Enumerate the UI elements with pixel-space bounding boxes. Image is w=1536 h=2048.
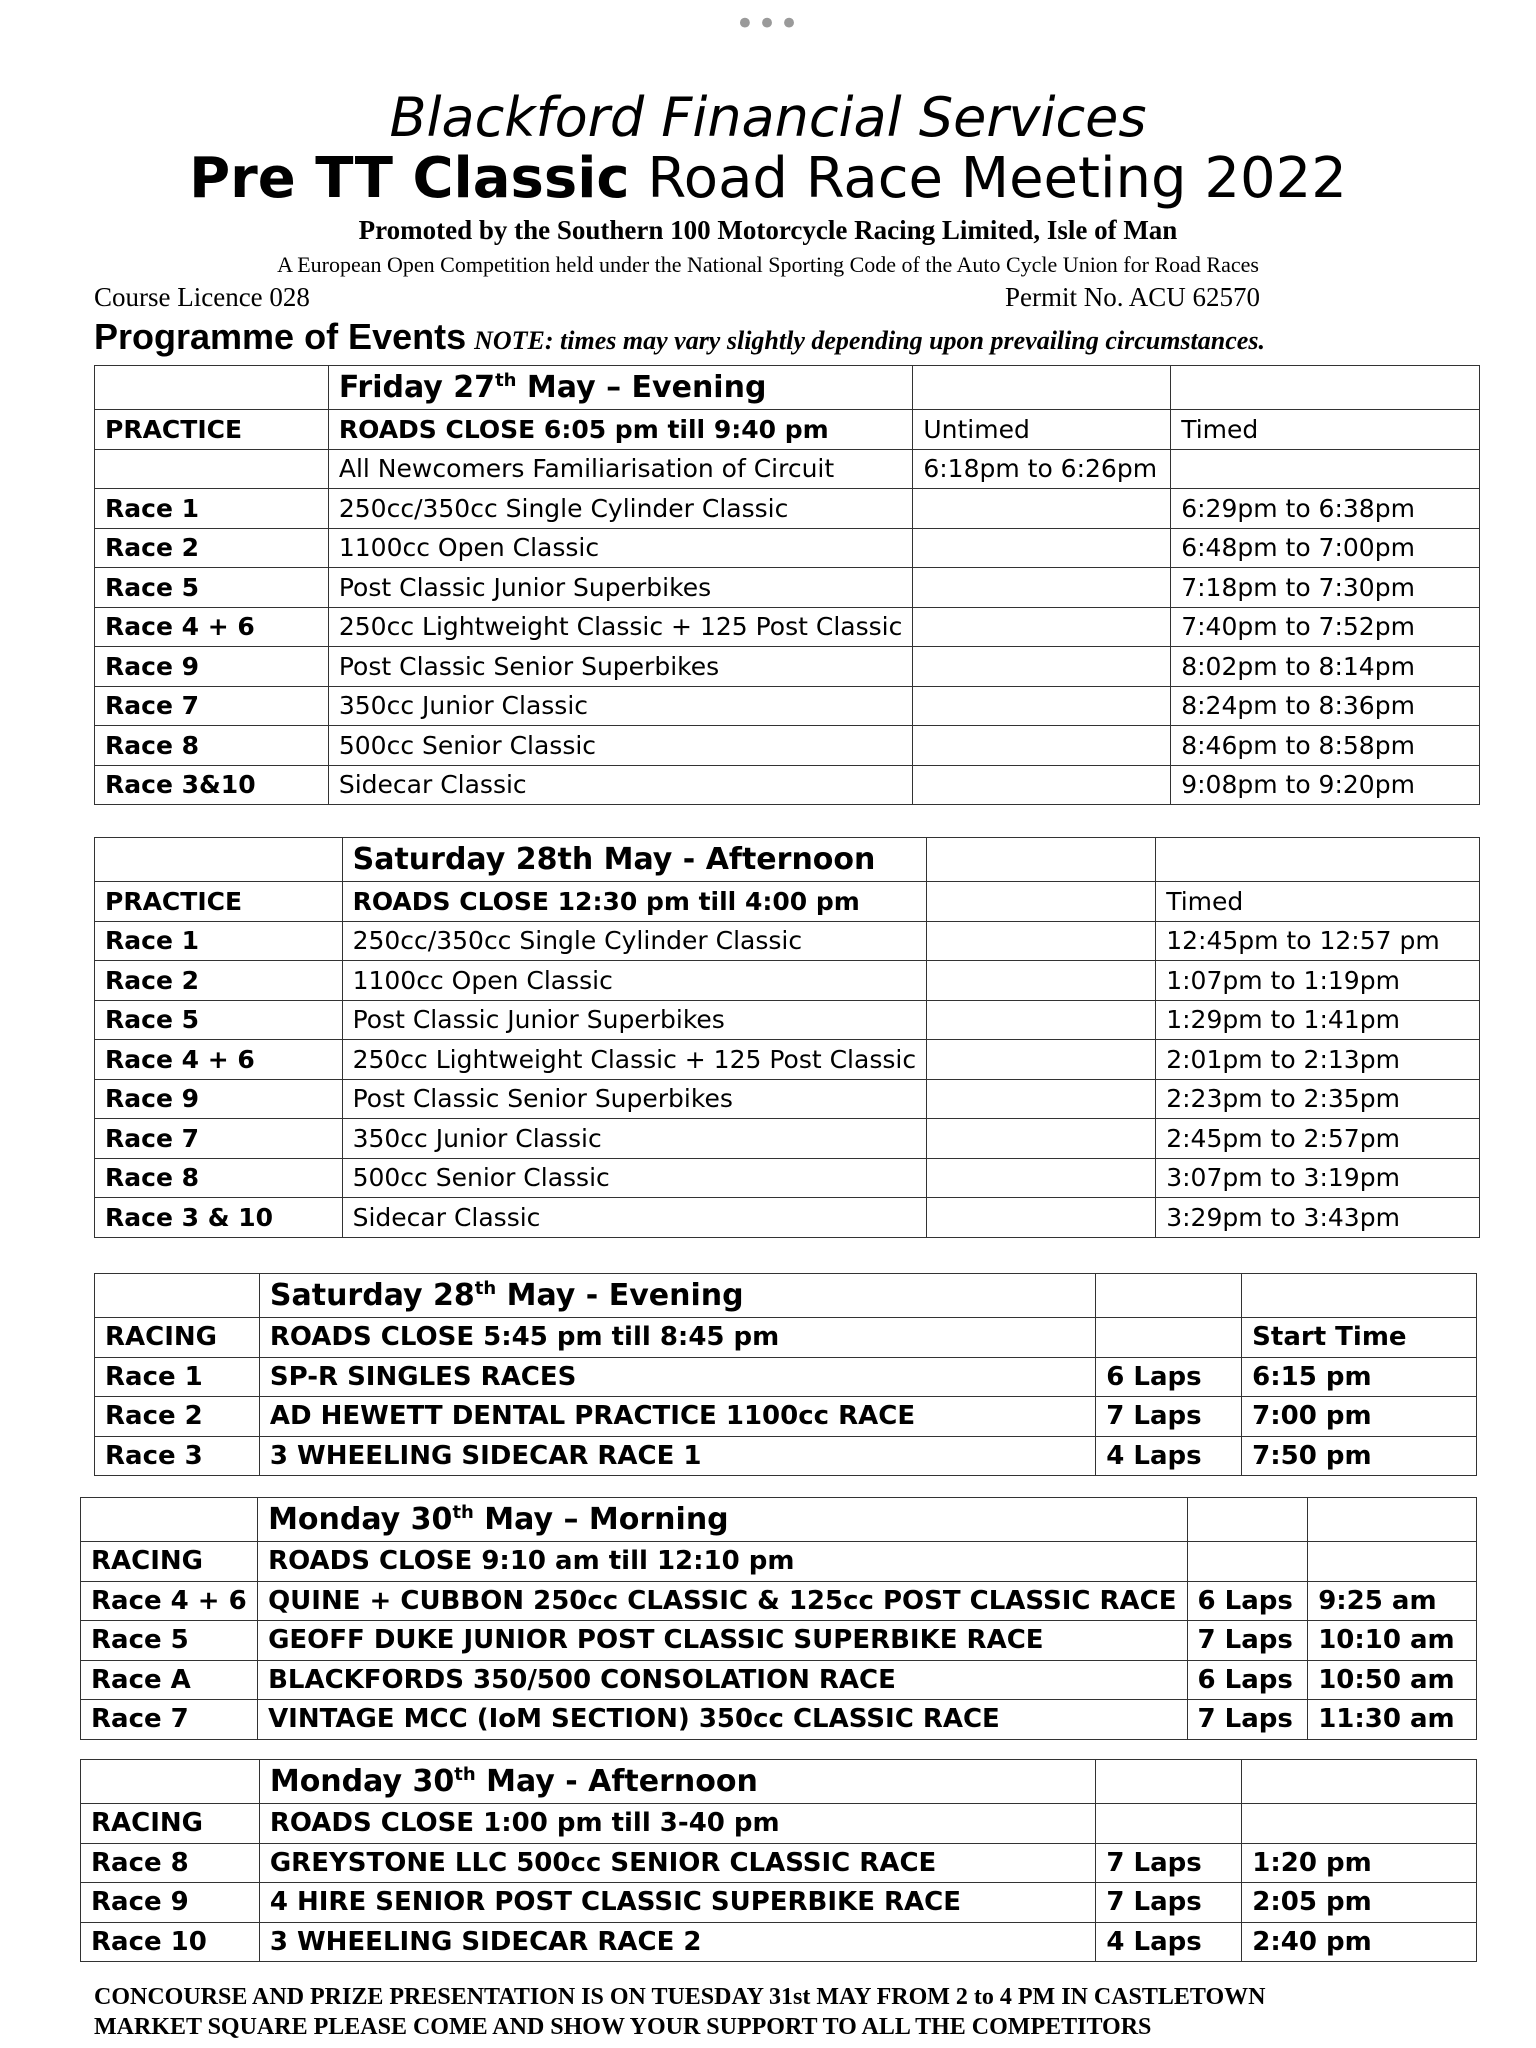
more-dots-icon[interactable]: ••• [734, 4, 802, 44]
race-start: 7:00 pm [1242, 1397, 1477, 1437]
table-row [95, 1357, 1477, 1397]
race-class: Sidecar Classic [342, 1198, 926, 1238]
race-number: Race 2 [95, 1397, 260, 1437]
race-class: 500cc Senior Classic [328, 726, 912, 766]
race-name: VINTAGE MCC (IoM SECTION) 350cc CLASSIC RACE [258, 1700, 1187, 1740]
table-row [95, 489, 1480, 529]
race-laps: 7 Laps [1096, 1883, 1242, 1923]
race-time: 3:29pm to 3:43pm [1156, 1198, 1480, 1238]
race-class: 350cc Junior Classic [342, 1119, 926, 1159]
race-number: Race 1 [95, 1357, 260, 1397]
race-laps: 4 Laps [1096, 1436, 1242, 1476]
table-row [95, 528, 1480, 568]
race-laps: 7 Laps [1096, 1843, 1242, 1883]
untimed-label: Untimed [913, 410, 1171, 450]
race-class: 350cc Junior Classic [328, 686, 912, 726]
friday-schedule-table [94, 365, 1480, 805]
race-class: 500cc Senior Classic [342, 1158, 926, 1198]
practice-label: PRACTICE [95, 882, 343, 922]
race-number: Race 3 [95, 1436, 260, 1476]
race-class: 1100cc Open Classic [342, 961, 926, 1001]
race-number: Race 10 [81, 1922, 260, 1962]
footer-notice [94, 1982, 1266, 2042]
table-row [95, 1198, 1480, 1238]
race-time: 7:18pm to 7:30pm [1171, 568, 1480, 608]
race-number: Race 7 [95, 1119, 343, 1159]
racing-label: RACING [95, 1318, 260, 1358]
race-start: 10:50 am [1308, 1660, 1477, 1700]
race-time: 3:07pm to 3:19pm [1156, 1158, 1480, 1198]
race-name: AD HEWETT DENTAL PRACTICE 1100cc RACE [259, 1397, 1095, 1437]
race-number: Race 8 [95, 1158, 343, 1198]
race-class: Sidecar Classic [328, 765, 912, 805]
race-start: 7:50 pm [1242, 1436, 1477, 1476]
roads-close: ROADS CLOSE 6:05 pm till 9:40 pm [328, 410, 912, 450]
programme-title: Programme of Events [94, 316, 467, 357]
race-class: Post Classic Senior Superbikes [328, 647, 912, 687]
race-time: 12:45pm to 12:57 pm [1156, 921, 1480, 961]
race-class: 250cc Lightweight Classic + 125 Post Classic [328, 607, 912, 647]
race-number: Race 4 + 6 [81, 1581, 258, 1621]
race-laps: 7 Laps [1187, 1621, 1308, 1661]
event-title-rest: Road Race Meeting 2022 [647, 146, 1347, 211]
race-laps: 6 Laps [1187, 1660, 1308, 1700]
race-class: Post Classic Junior Superbikes [328, 568, 912, 608]
race-time: 1:29pm to 1:41pm [1156, 1000, 1480, 1040]
racing-label: RACING [81, 1804, 260, 1844]
race-laps: 7 Laps [1096, 1397, 1242, 1437]
race-time: 8:02pm to 8:14pm [1171, 647, 1480, 687]
competition-note: A European Open Competition held under the National Sporting Code of the Auto Cycle Union for Road Races [277, 252, 1259, 277]
race-number: Race 8 [81, 1843, 260, 1883]
race-laps: 7 Laps [1187, 1700, 1308, 1740]
roads-close: ROADS CLOSE 5:45 pm till 8:45 pm [259, 1318, 1095, 1358]
table-row [81, 1621, 1477, 1661]
race-class: 250cc Lightweight Classic + 125 Post Classic [342, 1040, 926, 1080]
race-time: 2:23pm to 2:35pm [1156, 1079, 1480, 1119]
race-time: 1:07pm to 1:19pm [1156, 961, 1480, 1001]
race-time: 7:40pm to 7:52pm [1171, 607, 1480, 647]
mon-morning-racing-table [80, 1497, 1477, 1740]
racing-label: RACING [81, 1542, 258, 1582]
race-name: QUINE + CUBBON 250cc CLASSIC & 125cc POST CLASSIC RACE [258, 1581, 1187, 1621]
table-row [95, 1119, 1480, 1159]
sat-afternoon-schedule-table [94, 837, 1480, 1238]
table-row [95, 1079, 1480, 1119]
course-licence: Course Licence 028 [94, 282, 310, 312]
race-number: Race 5 [95, 568, 329, 608]
race-number: Race 9 [95, 647, 329, 687]
event-title-bold: Pre TT Classic [189, 146, 630, 211]
race-number: Race 5 [81, 1621, 258, 1661]
table-row [95, 921, 1480, 961]
race-time: 6:48pm to 7:00pm [1171, 528, 1480, 568]
race-name: 4 HIRE SENIOR POST CLASSIC SUPERBIKE RACE [259, 1883, 1096, 1923]
sat-evening-day-heading: Saturday 28th May - Evening [259, 1274, 1095, 1318]
race-class: 250cc/350cc Single Cylinder Classic [328, 489, 912, 529]
event-title [0, 146, 1536, 211]
race-name: 3 WHEELING SIDECAR RACE 1 [259, 1436, 1095, 1476]
mon-afternoon-day-heading: Monday 30th May - Afternoon [259, 1760, 1096, 1804]
race-start: 1:20 pm [1242, 1843, 1477, 1883]
race-start: 9:25 am [1308, 1581, 1477, 1621]
race-laps: 4 Laps [1096, 1922, 1242, 1962]
promoter-line: Promoted by the Southern 100 Motorcycle Racing Limited, Isle of Man [358, 215, 1178, 245]
race-class: Post Classic Senior Superbikes [342, 1079, 926, 1119]
roads-close: ROADS CLOSE 1:00 pm till 3-40 pm [259, 1804, 1096, 1844]
practice-label: PRACTICE [95, 410, 329, 450]
race-start: 6:15 pm [1242, 1357, 1477, 1397]
table-row [95, 1397, 1477, 1437]
race-time: 8:24pm to 8:36pm [1171, 686, 1480, 726]
race-number: Race 5 [95, 1000, 343, 1040]
race-time: 8:46pm to 8:58pm [1171, 726, 1480, 766]
mon-afternoon-racing-table [80, 1759, 1477, 1962]
table-row [95, 1158, 1480, 1198]
sponsor-title: Blackford Financial Services [389, 86, 1147, 149]
race-number: Race 8 [95, 726, 329, 766]
race-number: Race 1 [95, 489, 329, 529]
table-row [81, 1700, 1477, 1740]
race-number: Race 1 [95, 921, 343, 961]
race-name: SP-R SINGLES RACES [259, 1357, 1095, 1397]
race-number: Race 4 + 6 [95, 1040, 343, 1080]
race-class: Post Classic Junior Superbikes [342, 1000, 926, 1040]
friday-day-heading: Friday 27th May – Evening [328, 366, 912, 410]
race-time: 2:01pm to 2:13pm [1156, 1040, 1480, 1080]
table-row [95, 726, 1480, 766]
race-class: 250cc/350cc Single Cylinder Classic [342, 921, 926, 961]
table-row [81, 1581, 1477, 1621]
race-number: Race 2 [95, 961, 343, 1001]
mon-morning-day-heading: Monday 30th May – Morning [258, 1498, 1187, 1542]
race-number: Race 4 + 6 [95, 607, 329, 647]
race-laps: 6 Laps [1187, 1581, 1308, 1621]
table-row [81, 1660, 1477, 1700]
roads-close: ROADS CLOSE 9:10 am till 12:10 pm [258, 1542, 1187, 1582]
race-name: GEOFF DUKE JUNIOR POST CLASSIC SUPERBIKE RACE [258, 1621, 1187, 1661]
race-start: 10:10 am [1308, 1621, 1477, 1661]
race-class: 1100cc Open Classic [328, 528, 912, 568]
sat-evening-racing-table [94, 1273, 1477, 1476]
sat-afternoon-day-heading: Saturday 28th May - Afternoon [342, 838, 926, 882]
table-row [81, 1922, 1477, 1962]
footer-line-1: CONCOURSE AND PRIZE PRESENTATION IS ON TUESDAY 31st MAY FROM 2 to 4 PM IN CASTLETOWN [94, 1984, 1266, 2010]
programme-note: NOTE: times may vary slightly depending upon prevailing circumstances. [474, 326, 1265, 355]
table-row [81, 1883, 1477, 1923]
permit-number: Permit No. ACU 62570 [1005, 282, 1261, 312]
race-number: Race 7 [81, 1700, 258, 1740]
race-number: Race 3 & 10 [95, 1198, 343, 1238]
start-time-label: Start Time [1242, 1318, 1477, 1358]
race-number: Race 9 [95, 1079, 343, 1119]
race-time: 6:29pm to 6:38pm [1171, 489, 1480, 529]
table-row [95, 765, 1480, 805]
table-row [95, 1436, 1477, 1476]
newcomers-session: All Newcomers Familiarisation of Circuit [328, 449, 912, 489]
table-row [95, 647, 1480, 687]
race-name: BLACKFORDS 350/500 CONSOLATION RACE [258, 1660, 1187, 1700]
race-time: 2:45pm to 2:57pm [1156, 1119, 1480, 1159]
table-row [95, 961, 1480, 1001]
race-number: Race A [81, 1660, 258, 1700]
timed-label: Timed [1156, 882, 1480, 922]
table-row [95, 1040, 1480, 1080]
race-number: Race 7 [95, 686, 329, 726]
table-row [95, 568, 1480, 608]
race-name: GREYSTONE LLC 500cc SENIOR CLASSIC RACE [259, 1843, 1096, 1883]
timed-label: Timed [1171, 410, 1480, 450]
table-row [81, 1843, 1477, 1883]
race-start: 11:30 am [1308, 1700, 1477, 1740]
race-name: 3 WHEELING SIDECAR RACE 2 [259, 1922, 1096, 1962]
race-number: Race 3&10 [95, 765, 329, 805]
race-time: 9:08pm to 9:20pm [1171, 765, 1480, 805]
race-number: Race 2 [95, 528, 329, 568]
table-row [95, 1000, 1480, 1040]
race-start: 2:05 pm [1242, 1883, 1477, 1923]
roads-close: ROADS CLOSE 12:30 pm till 4:00 pm [342, 882, 926, 922]
programme-heading [94, 316, 1265, 358]
footer-line-2: MARKET SQUARE PLEASE COME AND SHOW YOUR SUPPORT TO ALL THE COMPETITORS [94, 2014, 1152, 2040]
race-laps: 6 Laps [1096, 1357, 1242, 1397]
table-row [95, 686, 1480, 726]
table-row [95, 607, 1480, 647]
race-number: Race 9 [81, 1883, 260, 1923]
newcomers-time: 6:18pm to 6:26pm [913, 449, 1171, 489]
race-start: 2:40 pm [1242, 1922, 1477, 1962]
